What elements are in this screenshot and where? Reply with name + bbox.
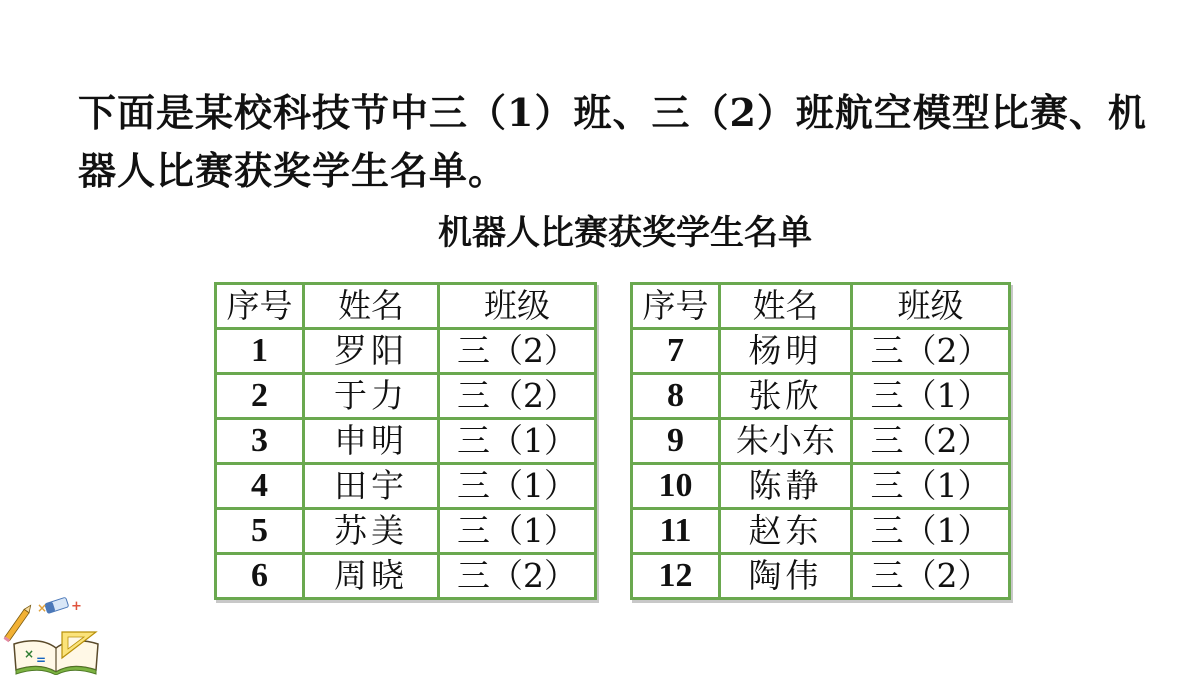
column-header-class: 班级 [439,284,596,329]
column-header-name: 姓名 [720,284,852,329]
student-class: 三（2） [852,419,1010,464]
table-header-row [632,284,1010,329]
row-number: 5 [216,509,304,554]
table-row [632,464,1010,509]
student-class: 三（1） [439,419,596,464]
student-class: 三（2） [439,329,596,374]
table-row [216,509,596,554]
svg-text:×: × [37,601,48,615]
student-class: 三（2） [852,554,1010,599]
student-name: 于力 [304,374,439,419]
table-row [216,374,596,419]
table-title: 机器人比赛获奖学生名单 [438,213,812,253]
student-class: 三（1） [852,374,1010,419]
row-number: 6 [216,554,304,599]
award-table-right [630,282,1011,600]
row-number: 2 [216,374,304,419]
table-header-row [216,284,596,329]
row-number: 4 [216,464,304,509]
column-header-class: 班级 [852,284,1010,329]
table-row [632,329,1010,374]
table-row [216,554,596,599]
student-name: 陶伟 [720,554,852,599]
student-class: 三（1） [852,509,1010,554]
student-name: 赵东 [720,509,852,554]
student-class: 三（1） [439,464,596,509]
table-row [216,464,596,509]
table-row [632,554,1010,599]
student-name: 周晓 [304,554,439,599]
row-number: 9 [632,419,720,464]
row-number: 1 [216,329,304,374]
student-name: 田宇 [304,464,439,509]
row-number: 12 [632,554,720,599]
column-header-name: 姓名 [304,284,439,329]
column-header-number: 序号 [216,284,304,329]
math-book-with-ruler-pencil-icon [0,592,112,675]
svg-text:×: × [24,647,35,661]
student-class: 三（1） [439,509,596,554]
column-header-number: 序号 [632,284,720,329]
student-class: 三（1） [852,464,1010,509]
table-row [632,374,1010,419]
award-table-left [214,282,597,600]
table-row [216,329,596,374]
student-name: 罗阳 [304,329,439,374]
row-number: 10 [632,464,720,509]
student-name: 张欣 [720,374,852,419]
table-row [216,419,596,464]
table-row [632,419,1010,464]
row-number: 7 [632,329,720,374]
intro-paragraph: 下面是某校科技节中三（1）班、三（2）班航空模型比赛、机器人比赛获奖学生名单。 [78,90,1147,193]
student-class: 三（2） [439,554,596,599]
student-name: 苏美 [304,509,439,554]
student-name: 朱小东 [720,419,852,464]
student-class: 三（2） [852,329,1010,374]
student-name: 陈静 [720,464,852,509]
svg-text:=: = [36,653,47,667]
row-number: 3 [216,419,304,464]
student-class: 三（2） [439,374,596,419]
row-number: 8 [632,374,720,419]
svg-text:+: + [71,599,82,614]
student-name: 申明 [304,419,439,464]
row-number: 11 [632,509,720,554]
student-name: 杨明 [720,329,852,374]
table-row [632,509,1010,554]
